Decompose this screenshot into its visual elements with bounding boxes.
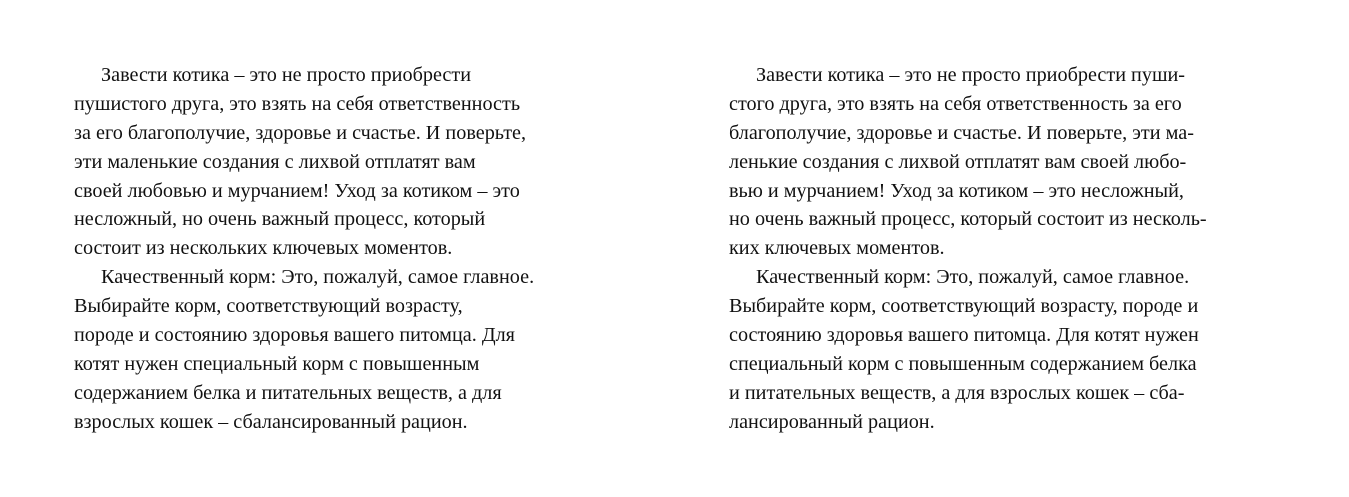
paragraph-2-line: Качественный корм: Это, пожалуй, самое главное. <box>101 266 535 289</box>
paragraph-2-line: Качественный корм: Это, пожалуй, самое главное. <box>756 266 1190 289</box>
paragraph-1-line: пушистого друга, это взять на себя ответственность <box>74 92 521 115</box>
paragraph-1-line: стого друга, это взять на себя ответственность за его <box>729 92 1182 115</box>
paragraph-1-line: но очень важный процесс, который состоит из несколь- <box>729 208 1207 231</box>
paragraph-1-line: несложный, но очень важный процесс, который <box>74 208 486 231</box>
paragraph-1-line: состоит из нескольких ключевых моментов. <box>74 237 453 260</box>
paragraph-2-line: Выбирайте корм, соответствующий возрасту, породе и <box>729 295 1199 318</box>
paragraph-2-line: содержанием белка и питательных веществ, а для <box>74 381 502 404</box>
paragraph-1-line: ленькие создания с лихвой отплатят вам своей любо- <box>729 150 1187 173</box>
paragraph-1-line: благополучие, здоровье и счастье. И поверьте, эти ма- <box>729 121 1194 144</box>
paragraph-2-line: котят нужен специальный корм с повышенным <box>74 352 480 375</box>
paragraph-1-line: вью и мурчанием! Уход за котиком – это несложный, <box>729 179 1184 202</box>
paragraph-1-line: эти маленькие создания с лихвой отплатят вам <box>74 150 476 173</box>
paragraph-1-line: своей любовью и мурчанием! Уход за котиком – это <box>74 179 520 202</box>
paragraph-2-line: и питательных веществ, а для взрослых кошек – сба- <box>729 381 1185 404</box>
paragraph-1-line: Завести котика – это не просто приобрести <box>101 64 471 86</box>
paragraph-2-line: породе и состоянию здоровья вашего питомца. Для <box>74 324 515 347</box>
paragraph-1-line: ких ключевых моментов. <box>729 237 945 260</box>
paragraph-2-line: состоянию здоровья вашего питомца. Для котят нужен <box>729 324 1199 347</box>
left-text-column <box>74 61 534 437</box>
paragraph-2-line: Выбирайте корм, соответствующий возрасту, <box>74 295 463 318</box>
paragraph-2-line: специальный корм с повышенным содержанием белка <box>729 352 1197 375</box>
paragraph-2-line: взрослых кошек – сбалансированный рацион. <box>74 410 468 433</box>
paragraph-1-line: Завести котика – это не просто приобрести пуши- <box>756 64 1186 86</box>
paragraph-2-line: лансированный рацион. <box>729 410 935 433</box>
right-text-column <box>729 61 1207 437</box>
paragraph-1-line: за его благополучие, здоровье и счастье. И поверьте, <box>74 121 527 144</box>
